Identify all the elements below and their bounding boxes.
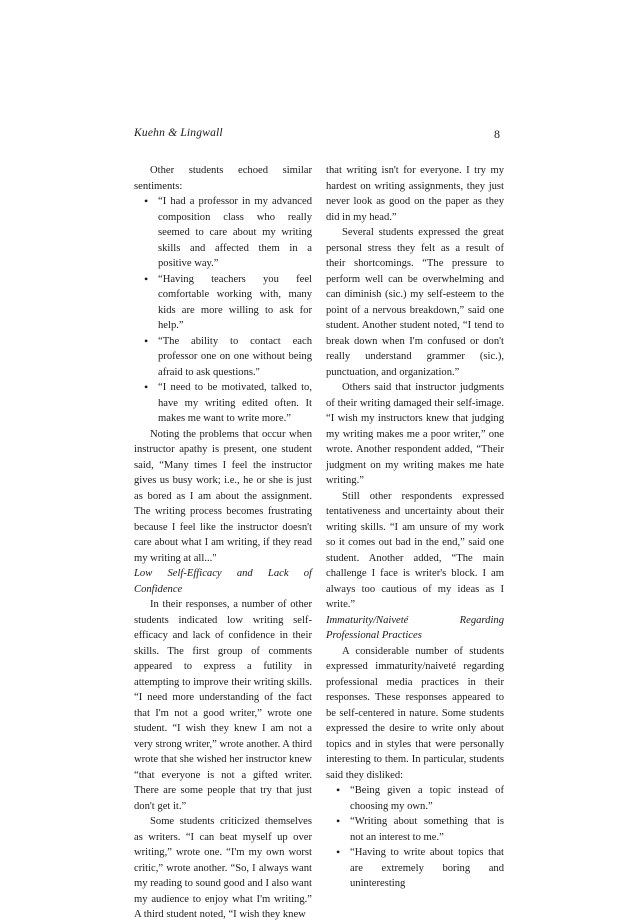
- bullet-list: [326, 783, 504, 892]
- paragraph: A considerable number of students expressed immaturity/naiveté regarding professional media practices in their responses. These responses appeared to be self-centered in nature. Some students expressed the desire to write only about topics and in styles that were personally interesting to them. In particular, students said they disliked:: [326, 645, 504, 781]
- list-item: • “I need to be motivated, talked to, have my writing edited often. It makes me want to write more.”: [158, 380, 312, 427]
- list-item: • “Having to write about topics that are extremely boring and uninteresting: [350, 845, 504, 892]
- paragraph: that writing isn't for everyone. I try my hardest on writing assignments, they just never look as good on the paper as they did in my head.”: [326, 165, 504, 223]
- list-item: • “The ability to contact each professor one on one without being afraid to ask questions.": [158, 334, 312, 381]
- list-item: • “Having teachers you feel comfortable working with, many kids are more willing to ask for help.”: [158, 272, 312, 334]
- paragraph: Noting the problems that occur when instructor apathy is present, one student said, “Many times I feel the instructor gives us busy work; i.e., he or she is just as bored as I am about the assignment. The writing process becomes frustrating because I feel like the instructor doesn't care about what I am writing, if they read my writing at all...": [134, 428, 312, 564]
- list-item: • “I had a professor in my advanced composition class who really seemed to care about my writing skills and affected them in a positive way.”: [158, 194, 312, 272]
- paragraph: Others said that instructor judgments of their writing damaged their self-image. “I wish my instructors knew that judging my writing makes me a poor writer,” one wrote. Another respondent added, “Their judgment on my writing makes me hate writing.”: [326, 382, 504, 486]
- right-column: [326, 163, 504, 892]
- running-header-author: Kuehn & Lingwall: [134, 127, 223, 139]
- paragraph: Other students echoed similar sentiments:: [134, 165, 312, 192]
- page-number: 8: [494, 127, 500, 141]
- bullet-list: [134, 194, 312, 427]
- list-item: • “Being given a topic instead of choosing my own.”: [350, 783, 504, 814]
- list-item: • “Writing about something that is not an interest to me.”: [350, 814, 504, 845]
- paragraph: Several students expressed the great personal stress they felt as a result of their shortcomings. “The pressure to perform well can be overwhelming and can diminish (sic.) my self-esteem to the point of a nervous breakdown,” said one student. Another student noted, “I tend to break down when I'm confused or don't really understand grammer (sic.), punctuation, and organization.”: [326, 227, 504, 378]
- section-heading: Low Self-Efficacy and Lack of Confidence: [134, 568, 312, 595]
- paragraph: Some students criticized themselves as writers. “I can beat myself up over writing,” wrote one. “I'm my own worst critic,” wrote another. “So, I always want my reading to sound good and I also want my audience to enjoy what I'm writing.” A third student noted, “I wish they knew: [134, 816, 312, 920]
- paragraph: In their responses, a number of other students indicated low writing self-efficacy and lack of confidence in their skills. The first group of comments appeared to express a futility in attempting to improve their writing skills. “I need more understanding of the fact that I'm not a good writer,” wrote one student. “I wish they knew I am not a very strong writer,” wrote another. A third wrote that she wished her instructor knew “that everyone is not a gifted writer. There are some people that try that just don't get it.”: [134, 599, 312, 812]
- paragraph: Still other respondents expressed tentativeness and uncertainty about their writing skills. “I am unsure of my work so it comes out bad in the end,” said one student. Another added, “The main challenge I face is writer's block. I am always too cautious of my ideas as I write.”: [326, 490, 504, 610]
- left-column: [134, 163, 312, 923]
- section-heading: Immaturity/Naiveté Regarding Professional Practices: [326, 614, 504, 641]
